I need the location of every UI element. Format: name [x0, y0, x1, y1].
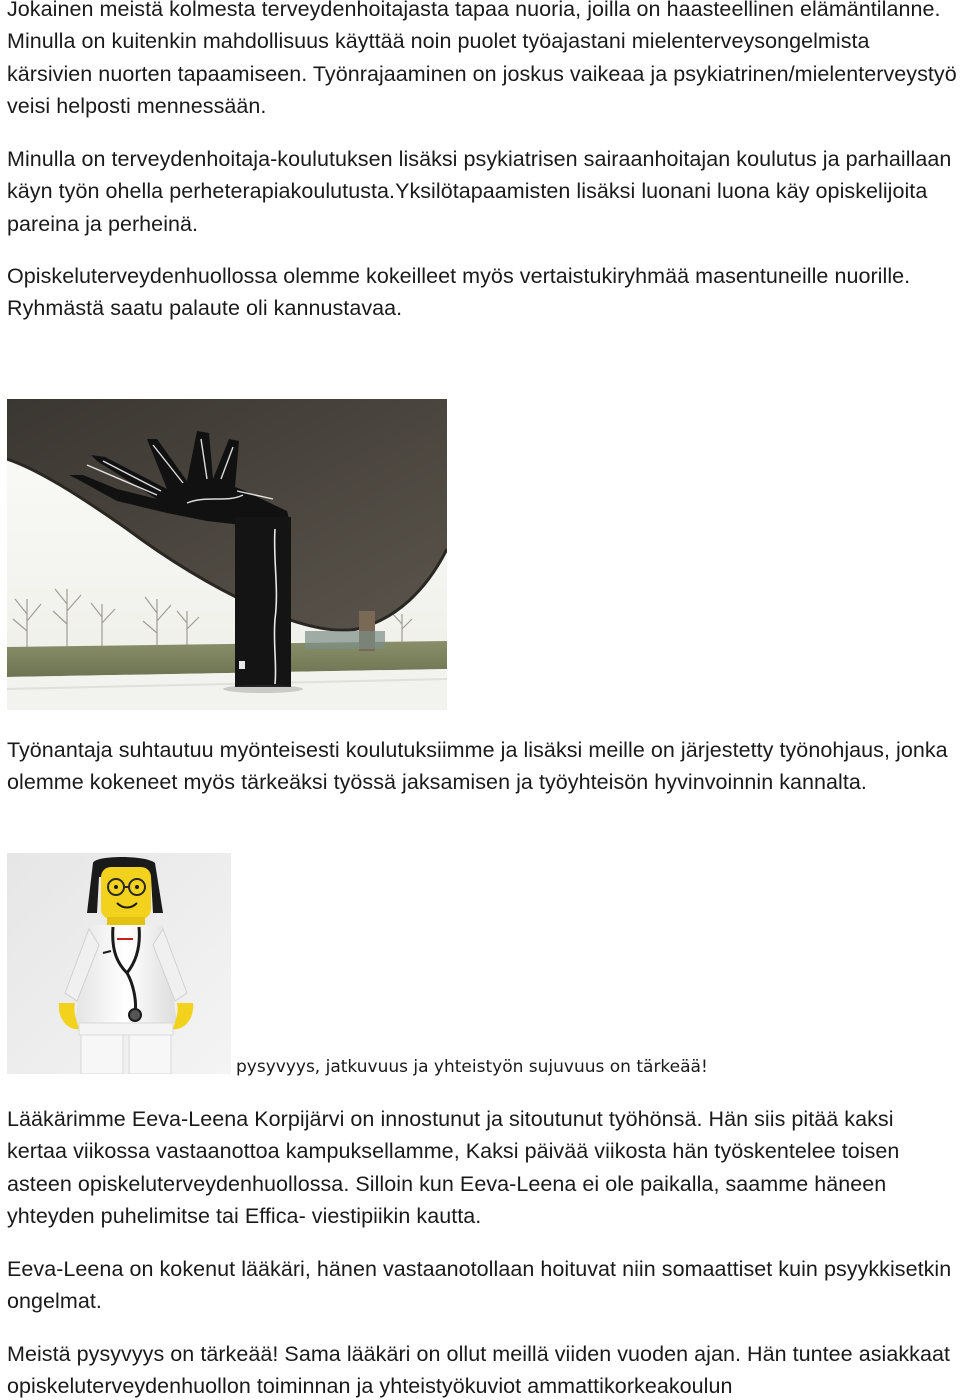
paragraph-employer-support: Työnantaja suhtautuu myönteisesti koulutuksiimme ja lisäksi meille on järjestetty työnohjaus, jonka olemme kokeneet myös tärkeäksi työssä jaksamisen ja työyhteisön hyvinvoinnin kannalta. — [7, 738, 948, 795]
paragraph-continuity: Meistä pysyvyys on tärkeää! Sama lääkäri on ollut meillä viiden vuoden ajan. Hän tuntee asiakkaat opiskeluterveydenhuollon toiminnan ja yhteistyökuviot ammattikorkeakoulun — [7, 1342, 950, 1399]
doctor-photo-caption: pysyvyys, jatkuvuus ja yhteistyön sujuvuus on tärkeää! — [236, 1057, 708, 1077]
paragraph-education: Minulla on terveydenhoitaja-koulutuksen lisäksi psykiatrisen sairaanhoitajan koulutus ja parhaillaan käyn työn ohella perheterapiakoulutusta.Yksilötapaamisten lisäksi luonani luona käy opiskelijoita pareina ja perheinä. — [7, 147, 952, 236]
paragraph-doctor-intro: Lääkärimme Eeva-Leena Korpijärvi on innostunut ja sitoutunut työhönsä. Hän siis pitää kaksi kertaa viikossa vastaanottoa kampuksellamme, Kaksi päivää viikosta hän työskentelee toisen asteen opiskeluterveydenhuollossa. Silloin kun Eeva-Leena ei ole paikalla, saamme häneen yhteyden puhelimitse tai Effica- viestipiikin kautta. — [7, 1107, 900, 1228]
lego-doctor-figure-photo — [7, 853, 231, 1074]
paragraph-nurses-intro: Jokainen meistä kolmesta terveydenhoitajasta tapaa nuoria, joilla on haasteellinen elämäntilanne. Minulla on kuitenkin mahdollisuus käyttää noin puolet työajastani mielenterveysongelmista kärsivien nuorten tapaamiseen. Työnrajaaminen on joskus vaikeaa ja psykiatrinen/mielenterveystyö veisi helposti mennessään. — [7, 0, 957, 118]
bridge-hand-mural-photo — [7, 399, 447, 710]
paragraph-doctor-experience: Eeva-Leena on kokenut lääkäri, hänen vastaanotollaan hoituvat niin somaattiset kuin psyykkisetkin ongelmat. — [7, 1257, 952, 1314]
paragraph-peer-support: Opiskeluterveydenhuollossa olemme kokeilleet myös vertaistukiryhmää masentuneille nuorille. Ryhmästä saatu palaute oli kannustavaa. — [7, 264, 911, 321]
